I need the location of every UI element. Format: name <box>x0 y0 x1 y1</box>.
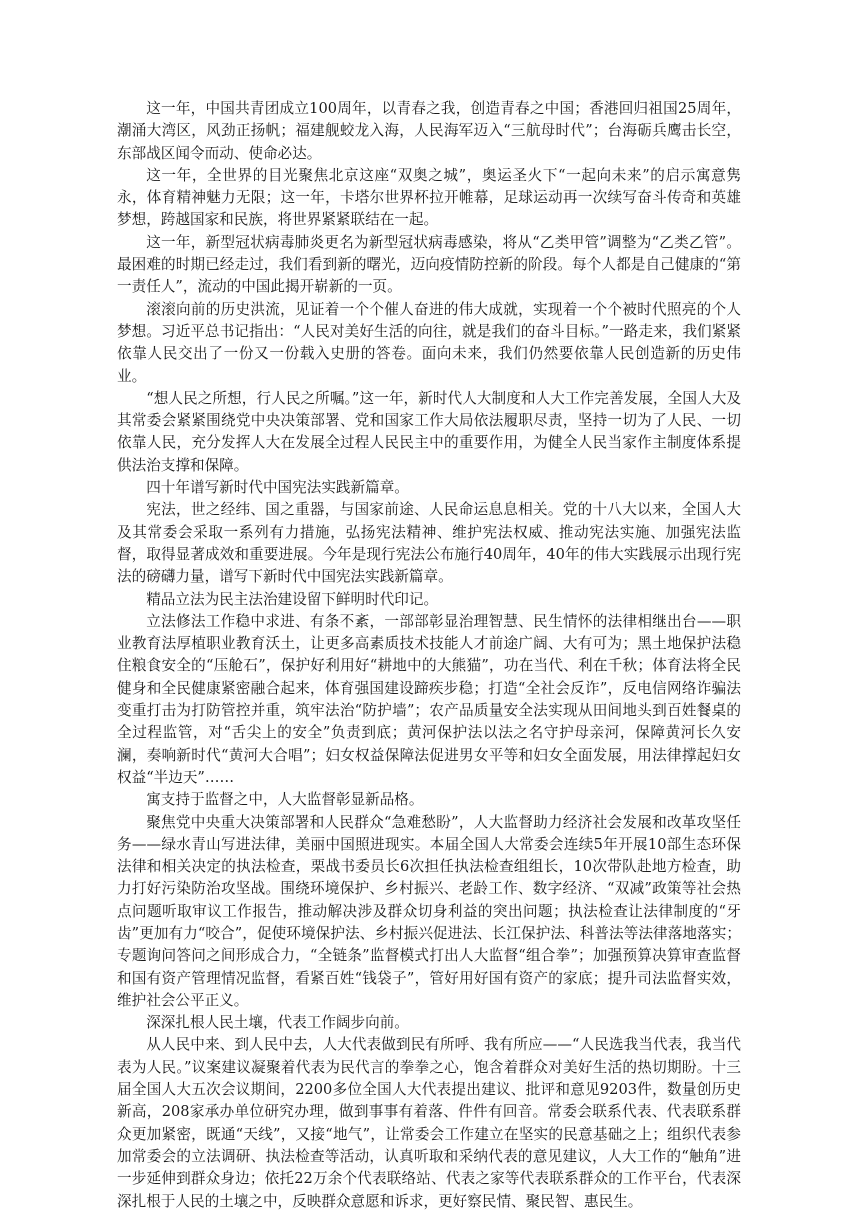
section-heading: 深深扎根人民土壤，代表工作阔步向前。 <box>146 1014 409 1032</box>
paragraph: 这一年，全世界的目光聚焦北京这座“双奥之城”，奥运圣火下“一起向未来”的启示寓意隽永，体育精神魅力无限；这一年，卡塔尔世界杯拉开帷幕，足球运动再一次续写奋斗传奇和英雄梦想，跨越国家和民族，将世界紧紧联结在一起。 <box>117 166 741 229</box>
paragraph: 宪法，世之经纬、国之重器，与国家前途、人民命运息息相关。党的十八大以来，全国人大及其常委会采取一系列有力措施，弘扬宪法精神、维护宪法权威、推动宪法实施、加强宪法监督，取得显著成效和重要进展。今年是现行宪法公布施行40周年，40年的伟大实践展示出现行宪法的磅礴力量，谱写下新时代中国宪法实践新篇章。 <box>117 501 741 586</box>
paragraph: 聚焦党中央重大决策部署和人民群众“急难愁盼”，人大监督助力经济社会发展和改革攻坚任务——绿水青山写进法律，美丽中国照进现实。本届全国人大常委会连续5年开展10部生态环保法律和相关决定的执法检查，栗战书委员长6次担任执法检查组组长，10次带队赴地方检查，助力打好污染防治攻坚战。围绕环境保护、乡村振兴、老龄工作、数字经济、“双减”政策等社会热点问题听取审议工作报告，推动解决涉及群众切身利益的突出问题；执法检查让法律制度的“牙齿”更加有力“咬合”，促使环境保护法、乡村振兴促进法、长江保护法、科普法等法律落地落实；专题询问答问之间形成合力，“全链条”监督模式打出人大监督“组合拳”；加强预算决算审查监督和国有资产管理情况监督，看紧百姓“钱袋子”，管好用好国有资产的家底；提升司法监督实效，维护社会公平正义。 <box>117 813 741 1009</box>
paragraph: 这一年，新型冠状病毒肺炎更名为新型冠状病毒感染，将从“乙类甲管”调整为“乙类乙管”。最困难的时期已经走过，我们看到新的曙光，迈向疫情防控新的阶段。每个人都是自己健康的“第一责任人”，流动的中国此揭开崭新的一页。 <box>117 233 741 296</box>
section-heading: 寓支持于监督之中，人大监督彰显新品格。 <box>146 791 424 809</box>
paragraph: 滚滚向前的历史洪流，见证着一个个催人奋进的伟大成就，实现着一个个被时代照亮的个人梦想。习近平总书记指出：“人民对美好生活的向往，就是我们的奋斗目标。”一路走来，我们紧紧依靠人民交出了一份又一份载入史册的答卷。面向未来，我们仍然要依靠人民创造新的历史伟业。 <box>117 300 741 385</box>
paragraph: 立法修法工作稳中求进、有条不紊，一部部彰显治理智慧、民生情怀的法律相继出台——职业教育法厚植职业教育沃土，让更多高素质技术技能人才前途广阔、大有可为；黑土地保护法稳住粮食安全的“压舱石”，保护好利用好“耕地中的大熊猫”，功在当代、利在千秋；体育法将全民健身和全民健康紧密融合起来，体育强国建设蹄疾步稳；打造“全社会反诈”，反电信网络诈骗法变重打击为打防管控并重，筑牢法治“防护墙”；农产品质量安全法实现从田间地头到百姓餐桌的全过程监管，对“舌尖上的安全”负责到底；黄河保护法以法之名守护母亲河，保障黄河长久安澜，奏响新时代“黄河大合唱”；妇女权益保障法促进男女平等和妇女全面发展，用法律撑起妇女权益“半边天”…… <box>117 612 741 786</box>
document-body <box>117 98 741 1213</box>
section-heading: 四十年谱写新时代中国宪法实践新篇章。 <box>146 479 409 497</box>
paragraph: “想人民之所想，行人民之所嘱。”这一年，新时代人大制度和人大工作完善发展，全国人大及其常委会紧紧围绕党中央决策部署、党和国家工作大局依法履职尽责，坚持一切为了人民、一切依靠人民，充分发挥人大在发展全过程人民民主中的重要作用，为健全人民当家作主制度体系提供法治支撑和保障。 <box>117 389 741 474</box>
paragraph: 从人民中来、到人民中去，人大代表做到民有所呼、我有所应——“人民选我当代表，我当代表为人民。”议案建议凝聚着代表为民代言的拳拳之心，饱含着群众对美好生活的热切期盼。十三届全国人大五次会议期间，2200多位全国人大代表提出建议、批评和意见9203件，数量创历史新高，208家承办单位研究办理，做到事事有着落、件件有回音。常委会联系代表、代表联系群众更加紧密，既通“天线”，又接“地气”，让常委会工作建立在坚实的民意基础之上；组织代表参加常委会的立法调研、执法检查等活动，认真听取和采纳代表的意见建议，人大工作的“触角”进一步延伸到群众身边；依托22万余个代表联络站、代表之家等代表联系群众的工作平台，代表深深扎根于人民的土壤之中，反映群众意愿和诉求，更好察民情、聚民智、惠民生。 <box>117 1036 741 1210</box>
section-heading: 精品立法为民主法治建设留下鲜明时代印记。 <box>146 590 439 608</box>
paragraph: 这一年，中国共青团成立100周年，以青春之我，创造青春之中国；香港回归祖国25周年，潮涌大湾区，风劲正扬帆；福建舰蛟龙入海，人民海军迈入“三航母时代”；台海砺兵鹰击长空，东部战区闻令而动、使命必达。 <box>117 100 741 162</box>
